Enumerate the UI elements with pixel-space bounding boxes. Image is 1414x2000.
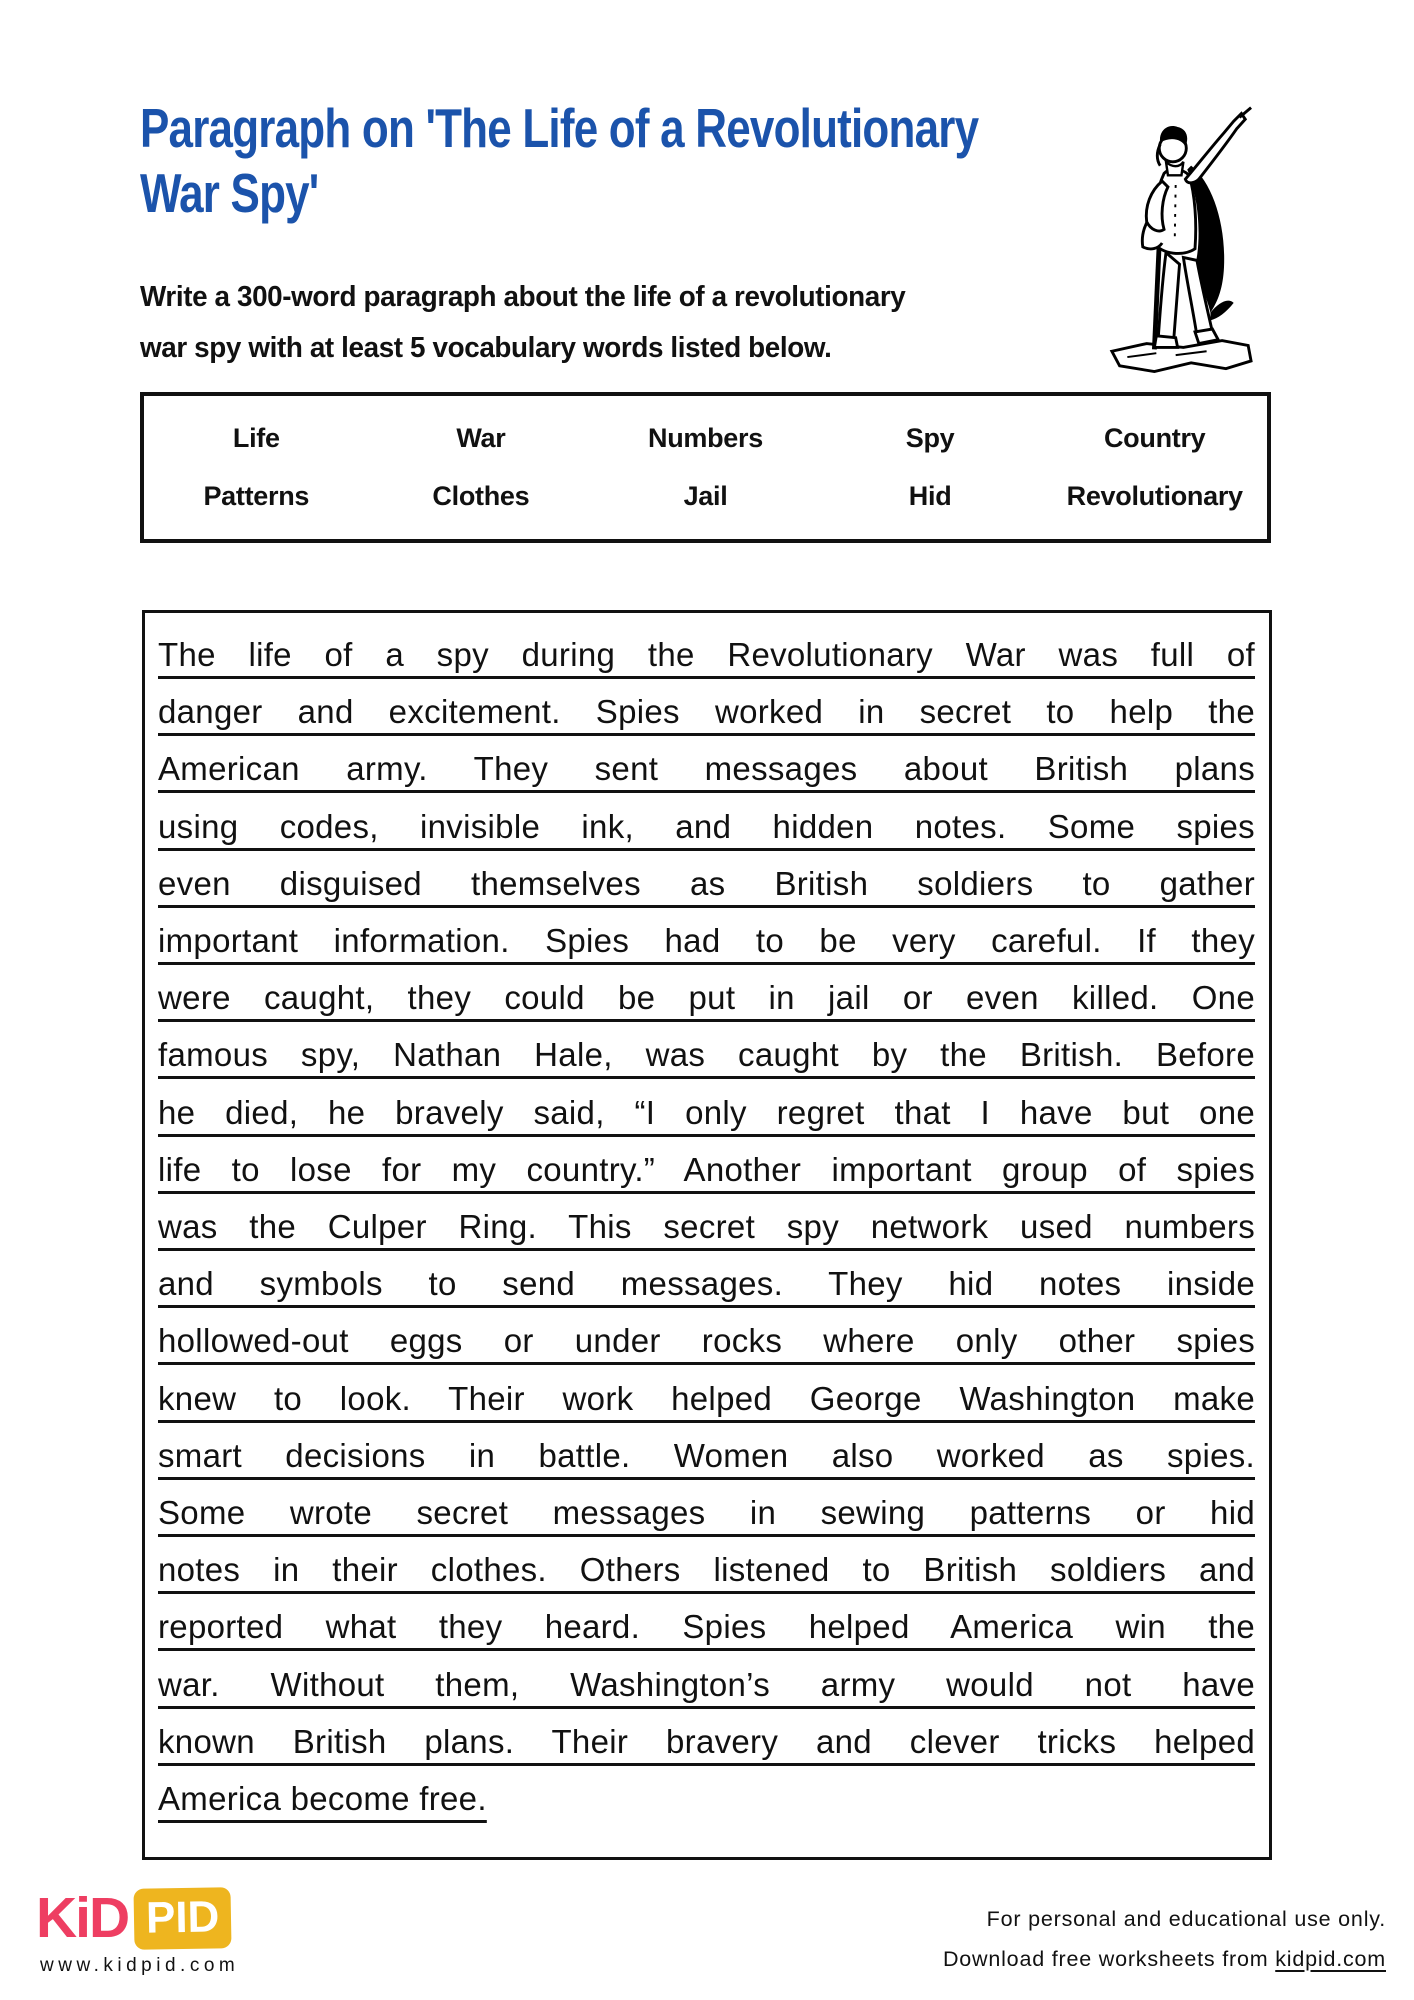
- kidpid-logo: [36, 1888, 239, 1977]
- vocabulary-word: Revolutionary: [1066, 481, 1243, 511]
- paragraph-line: even disguised themselves as British soldiers to gather: [158, 864, 1255, 902]
- paragraph-line: The life of a spy during the Revolutionary War was full of: [158, 636, 1255, 673]
- vocabulary-word: Clothes: [432, 481, 530, 511]
- website-url: www.kidpid.com: [40, 1955, 240, 1976]
- paragraph-line: knew to look. Their work helped George Washington make: [158, 1379, 1255, 1417]
- paragraph-line: war. Without them, Washington’s army would not have: [158, 1665, 1255, 1703]
- page-title-line1: Paragraph on 'The Life of a Revolutionary: [140, 97, 979, 159]
- paragraph-line: Some wrote secret messages in sewing patterns or hid: [158, 1494, 1255, 1532]
- vocabulary-word: War: [456, 423, 506, 453]
- page-title: [140, 96, 978, 226]
- paragraph-line: known British plans. Their bravery and clever tricks helped: [158, 1722, 1255, 1760]
- paragraph-line: hollowed-out eggs or under rocks where only other spies: [158, 1322, 1255, 1360]
- vocabulary-word: Spy: [905, 423, 955, 453]
- paragraph-line: smart decisions in battle. Women also worked as spies.: [158, 1436, 1255, 1474]
- paragraph-line: American army. They sent messages about British plans: [158, 750, 1255, 788]
- paragraph-line: he died, he bravely said, “I only regret that I have but one: [158, 1093, 1255, 1131]
- paragraph-line: life to lose for my country.” Another important group of spies: [158, 1150, 1255, 1188]
- usage-notice: [943, 1900, 1386, 1980]
- paragraph-box: [142, 610, 1272, 1860]
- vocabulary-box: [140, 392, 1271, 543]
- paragraph-line: important information. Spies had to be very careful. If they: [158, 922, 1255, 960]
- paragraph-line: were caught, they could be put in jail or even killed. One: [158, 979, 1255, 1017]
- vocabulary-word: Patterns: [203, 481, 310, 511]
- vocabulary-word: Country: [1103, 423, 1206, 453]
- instructions-text: [140, 272, 905, 374]
- instructions-line2: war spy with at least 5 vocabulary words listed below.: [140, 331, 832, 364]
- usage-notice-line2: [943, 1940, 1386, 1980]
- revolutionary-statue-icon: [1098, 98, 1263, 388]
- paragraph-line: America become free.: [158, 1780, 487, 1818]
- logo-kid-text: KiD: [36, 1886, 129, 1950]
- paragraph-line: reported what they heard. Spies helped America win the: [158, 1608, 1255, 1646]
- page-title-line2: War Spy': [140, 161, 319, 224]
- kidpid-logo-row: [36, 1888, 239, 1949]
- kidpid-link[interactable]: kidpid.com: [1275, 1946, 1386, 1971]
- paragraph-line: was the Culper Ring. This secret spy network used numbers: [158, 1208, 1255, 1246]
- paragraph-line: famous spy, Nathan Hale, was caught by the British. Before: [158, 1036, 1255, 1074]
- paragraph-line: danger and excitement. Spies worked in secret to help the: [158, 693, 1255, 731]
- usage-notice-line2-text: Download free worksheets from: [942, 1946, 1276, 1971]
- logo-pid-badge: PID: [134, 1887, 232, 1950]
- vocabulary-word: Hid: [908, 481, 952, 511]
- vocabulary-word: Numbers: [648, 423, 763, 453]
- paragraph-line: using codes, invisible ink, and hidden notes. Some spies: [158, 807, 1255, 845]
- paragraph-line: notes in their clothes. Others listened to British soldiers and: [158, 1551, 1255, 1589]
- usage-notice-line1: For personal and educational use only.: [986, 1907, 1386, 1931]
- paragraph-line: and symbols to send messages. They hid notes inside: [158, 1265, 1255, 1303]
- vocabulary-word: Jail: [683, 481, 728, 511]
- vocabulary-word: Life: [232, 423, 280, 453]
- instructions-line1: Write a 300-word paragraph about the life of a revolutionary: [140, 281, 906, 313]
